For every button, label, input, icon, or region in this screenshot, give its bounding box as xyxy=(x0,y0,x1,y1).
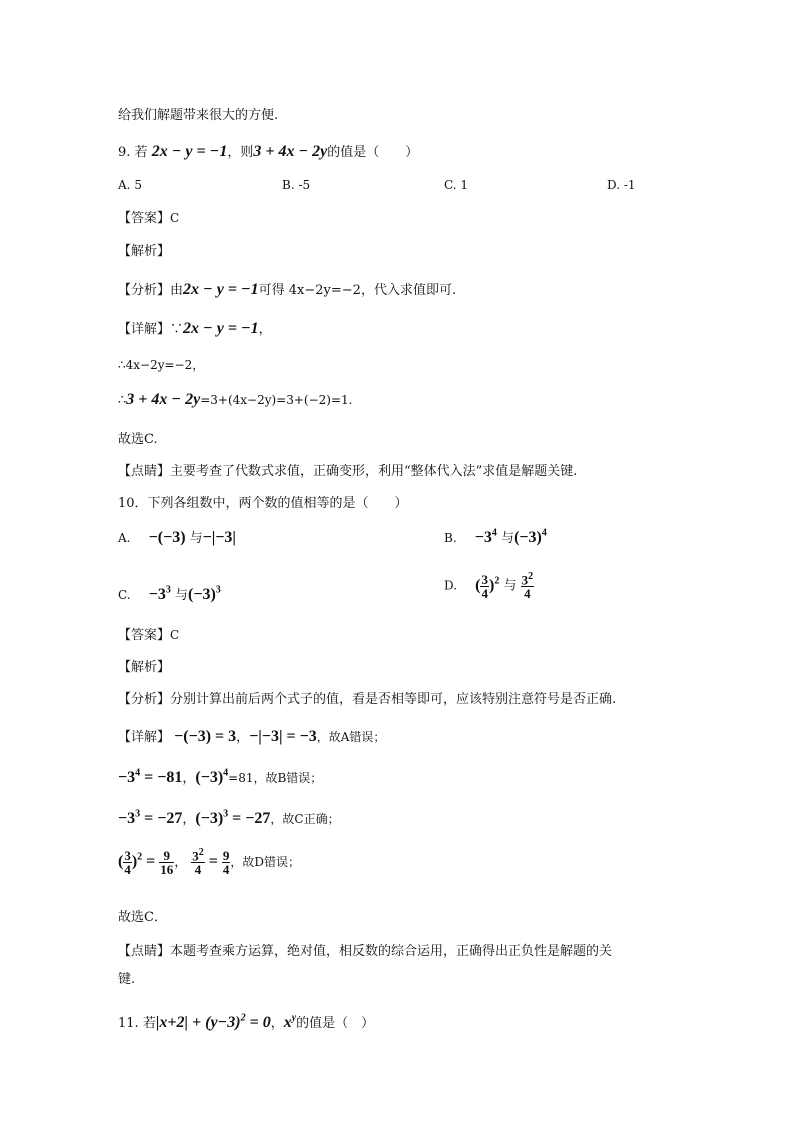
math-expression: −|−3| xyxy=(202,529,236,546)
option-d xyxy=(444,572,534,600)
text: ，故D错误； xyxy=(230,854,301,869)
option-label: C. xyxy=(444,178,457,192)
question-prefix: 若 xyxy=(134,145,148,160)
option-value: -5 xyxy=(298,178,311,192)
option-a xyxy=(118,178,142,192)
option-c xyxy=(118,584,221,604)
detail-line xyxy=(118,767,322,787)
math-expression: $-3^4$ xyxy=(474,527,497,546)
text: 与 xyxy=(501,531,515,546)
option-d xyxy=(607,178,636,192)
dianjing-tag: 【点睛】 xyxy=(118,464,171,479)
answer-value: C xyxy=(170,211,180,225)
text: 与 xyxy=(503,578,517,594)
text: =3+(4x−2y)=3+(−2)=1. xyxy=(200,393,353,407)
answer-tag: 【答案】 xyxy=(118,211,171,226)
math-expression: $(-3)^3$ xyxy=(188,584,221,603)
text: ， xyxy=(270,1016,284,1031)
math-equation: $(-3)^3 = -27$ xyxy=(195,808,271,827)
option-value: 5 xyxy=(134,178,142,192)
fenxi-tag: 【分析】 xyxy=(118,692,171,707)
text: = xyxy=(208,852,218,870)
math-expression: ( $\frac{3}{4}$ )$^2$ xyxy=(118,847,143,877)
text: ，故A错误； xyxy=(316,730,386,744)
option-value: -1 xyxy=(623,178,636,192)
text: ， xyxy=(258,322,272,337)
text: ∴ xyxy=(118,393,127,408)
math-equation: $|x+2| + (y-3)^2 = 0$ xyxy=(155,1012,271,1031)
dianjing-line-2: 键. xyxy=(118,972,136,987)
option-label: A. xyxy=(118,531,131,545)
step-line xyxy=(118,391,352,409)
math-expression: 3 + 4x − 2y xyxy=(253,143,328,160)
math-equation: −(−3) = 3 xyxy=(174,728,237,745)
question-number: 9. xyxy=(118,145,131,160)
math-expression: $(-3)^4$ xyxy=(514,527,547,546)
question-9-stem xyxy=(118,141,418,161)
math-expression: −(−3) xyxy=(148,529,186,546)
math-fraction: $\frac{3^2}{4}$ xyxy=(521,571,534,602)
fenxi-tag: 【分析】 xyxy=(118,283,171,298)
option-a xyxy=(118,527,236,547)
text: 与 xyxy=(174,588,188,603)
analysis-tag: 【解析】 xyxy=(118,660,171,675)
xiangjie-tag: 【详解】 xyxy=(118,322,171,337)
question-number: 11. xyxy=(118,1016,139,1031)
text: ， xyxy=(182,812,196,827)
conclude-line: 故选C． xyxy=(118,910,167,925)
text: 本题考查乘方运算，绝对值，相反数的综合运用，正确得出正负性是解题的关 xyxy=(170,944,613,959)
math-equation: −|−3| = −3 xyxy=(249,728,317,745)
dianjing-line xyxy=(118,940,612,959)
text: ， xyxy=(182,771,196,786)
text: =81，故B错误； xyxy=(228,771,323,785)
answer-line xyxy=(118,624,179,643)
question-mid: ，则 xyxy=(227,145,254,160)
question-prefix: 若 xyxy=(142,1016,156,1031)
dianjing-tag: 【点睛】 xyxy=(118,944,171,959)
option-label: D. xyxy=(444,578,458,593)
option-label: A. xyxy=(118,178,131,192)
math-expression: $x^y$ xyxy=(283,1012,297,1031)
math-expression: 3 + 4x − 2y xyxy=(126,391,201,408)
intro-line: 给我们解题带来很大的方便. xyxy=(118,108,279,123)
question-suffix: 的值是（ ） xyxy=(296,1016,375,1031)
fenxi-line xyxy=(118,688,616,707)
option-label: B. xyxy=(444,531,457,545)
math-equation: 2x − y = −1 xyxy=(183,281,259,298)
option-label: C. xyxy=(118,588,131,602)
text: 主要考查了代数式求值，正确变形，利用“整体代入法”求值是解题关键. xyxy=(170,464,578,479)
conclude-line: 故选C. xyxy=(118,432,158,447)
xiangjie-line xyxy=(118,726,385,746)
math-fraction: $\frac{3^2}{4}$ xyxy=(192,847,204,878)
option-b xyxy=(282,178,310,192)
option-c xyxy=(444,178,468,192)
fenxi-line xyxy=(118,279,456,299)
math-fraction: $\frac{9}{16}$ xyxy=(160,847,174,877)
option-label: D. xyxy=(607,178,621,192)
math-fraction: $\frac{9}{4}$ xyxy=(222,847,230,877)
math-equation: $-3^4 = -81$ xyxy=(118,767,183,786)
answer-line xyxy=(118,207,179,226)
math-expression: $-3^3$ xyxy=(148,584,171,603)
option-b xyxy=(444,527,547,547)
dianjing-line xyxy=(118,460,577,479)
question-10-stem: 10．下列各组数中，两个数的值相等的是（ ） xyxy=(118,496,408,511)
answer-value: C xyxy=(170,628,180,642)
math-equation: $-3^3 = -27$ xyxy=(118,808,183,827)
math-expression: $(-3)^4$ xyxy=(195,767,229,786)
question-suffix: 的值是（ ） xyxy=(327,145,419,160)
text: 可得 4x−2y=−2，代入求值即可. xyxy=(258,283,457,298)
answer-tag: 【答案】 xyxy=(118,628,171,643)
math-expression: ( $\frac{3}{4}$ )$^2$ xyxy=(475,571,500,601)
question-11-stem xyxy=(118,1012,374,1032)
step-line: ∴4x−2y=−2， xyxy=(118,358,205,372)
math-equation: 2x − y = −1 xyxy=(183,320,259,337)
math-equation: 2x − y = −1 xyxy=(151,143,228,160)
option-value: 1 xyxy=(460,178,469,192)
text: ， xyxy=(174,854,188,870)
xiangjie-line xyxy=(118,318,272,338)
text: 由 xyxy=(170,283,184,298)
xiangjie-tag: 【详解】 xyxy=(118,730,171,745)
text: ， xyxy=(236,730,250,745)
text: ∵ xyxy=(170,322,184,337)
text: 与 xyxy=(189,531,203,546)
text: ，故C正确； xyxy=(270,812,340,826)
detail-line xyxy=(118,848,300,876)
analysis-tag: 【解析】 xyxy=(118,244,171,259)
text: = xyxy=(146,852,156,870)
text: 分别计算出前后两个式子的值，看是否相等即可，应该特别注意符号是否正确. xyxy=(170,692,617,707)
option-label: B. xyxy=(282,178,295,192)
detail-line xyxy=(118,808,340,828)
